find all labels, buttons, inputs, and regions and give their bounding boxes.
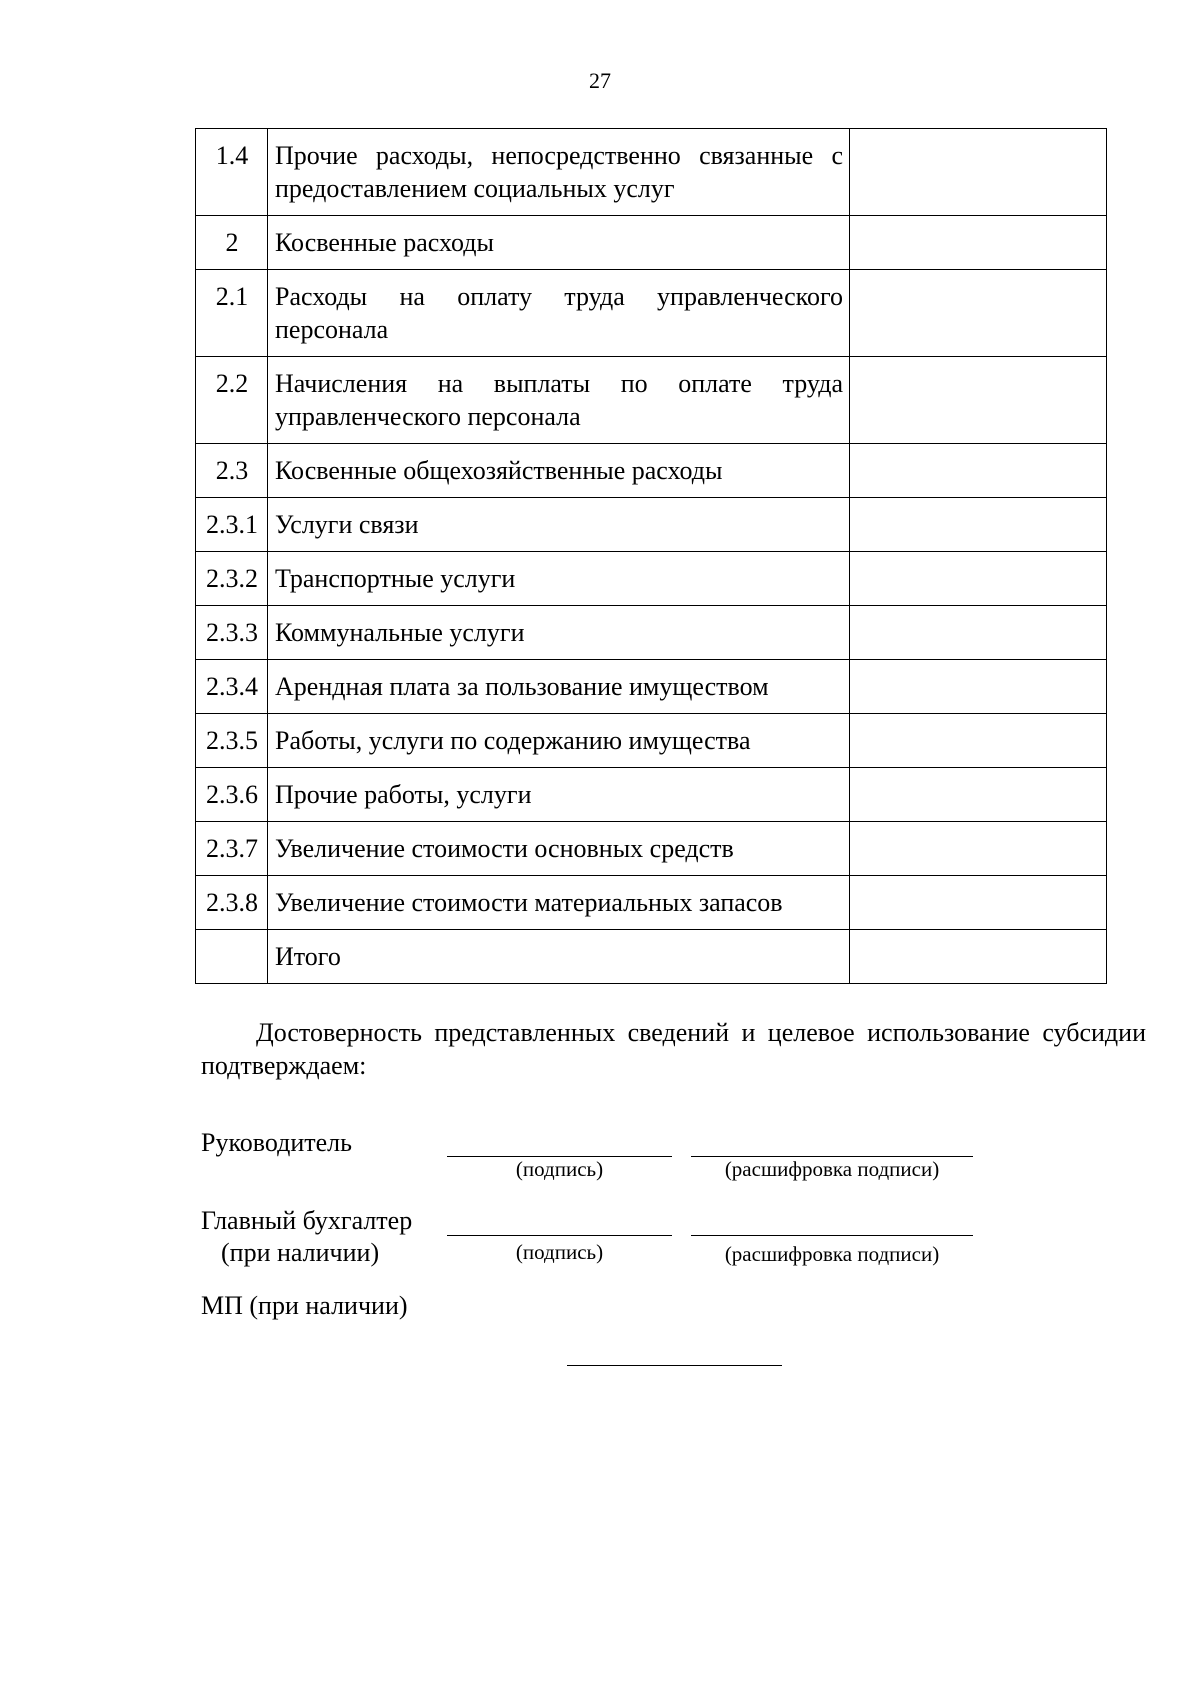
row-number: 2.1 [196,270,268,357]
row-number: 2.3.3 [196,606,268,660]
row-value [850,357,1107,444]
row-number: 2.3 [196,444,268,498]
row-number: 1.4 [196,129,268,216]
row-value [850,660,1107,714]
accountant-note: (при наличии) [221,1238,380,1267]
row-value [850,876,1107,930]
confirmation-text: Достоверность представленных сведений и целевое использование субсидии подтверждаем: [201,1018,1146,1080]
row-number: 2.2 [196,357,268,444]
table-row [196,498,1107,552]
accountant-decoding-line[interactable] [691,1235,973,1236]
row-number: 2 [196,216,268,270]
table-row [196,768,1107,822]
row-number: 2.3.5 [196,714,268,768]
row-number: 2.3.6 [196,768,268,822]
row-name: Услуги связи [268,498,850,552]
row-name: Увеличение стоимости материальных запасов [268,876,850,930]
row-name: Прочие расходы, непосредственно связанные с предоставлением социальных услуг [268,129,850,216]
row-number: 2.3.2 [196,552,268,606]
row-number: 2.3.4 [196,660,268,714]
table-row [196,552,1107,606]
row-number: 2.3.7 [196,822,268,876]
table-row [196,606,1107,660]
row-name: Работы, услуги по содержанию имущества [268,714,850,768]
expenses-table [195,128,1107,984]
row-value [850,822,1107,876]
accountant-decoding-caption: (расшифровка подписи) [724,1242,940,1266]
stamp-label: МП (при наличии) [201,1291,408,1320]
row-number: 2.3.8 [196,876,268,930]
end-divider [567,1365,782,1366]
row-value [850,129,1107,216]
table-row [196,444,1107,498]
row-name: Итого [268,930,850,984]
row-number: 2.3.1 [196,498,268,552]
head-signature-caption: (подпись) [515,1157,604,1181]
table-row [196,876,1107,930]
row-name: Арендная плата за пользование имуществом [268,660,850,714]
table-row [196,660,1107,714]
row-name: Увеличение стоимости основных средств [268,822,850,876]
row-value [850,714,1107,768]
row-value [850,270,1107,357]
row-name: Расходы на оплату труда управленческого персонала [268,270,850,357]
accountant-signature-caption: (подпись) [515,1240,604,1264]
row-name: Прочие работы, услуги [268,768,850,822]
row-value [850,930,1107,984]
table-row [196,822,1107,876]
accountant-label: Главный бухгалтер [201,1206,413,1235]
row-name: Начисления на выплаты по оплате труда управленческого персонала [268,357,850,444]
accountant-signature-line[interactable] [447,1235,672,1236]
row-name: Транспортные услуги [268,552,850,606]
head-label: Руководитель [201,1128,352,1157]
row-value [850,498,1107,552]
head-decoding-caption: (расшифровка подписи) [724,1157,940,1181]
table-row [196,129,1107,216]
row-value [850,216,1107,270]
row-value [850,606,1107,660]
row-value [850,552,1107,606]
page-number: 27 [589,68,611,93]
row-name: Косвенные общехозяйственные расходы [268,444,850,498]
row-name: Коммунальные услуги [268,606,850,660]
row-value [850,444,1107,498]
table-row [196,270,1107,357]
table-row [196,357,1107,444]
table-row [196,216,1107,270]
row-number [196,930,268,984]
table-row-total [196,930,1107,984]
row-name: Косвенные расходы [268,216,850,270]
table-row [196,714,1107,768]
row-value [850,768,1107,822]
